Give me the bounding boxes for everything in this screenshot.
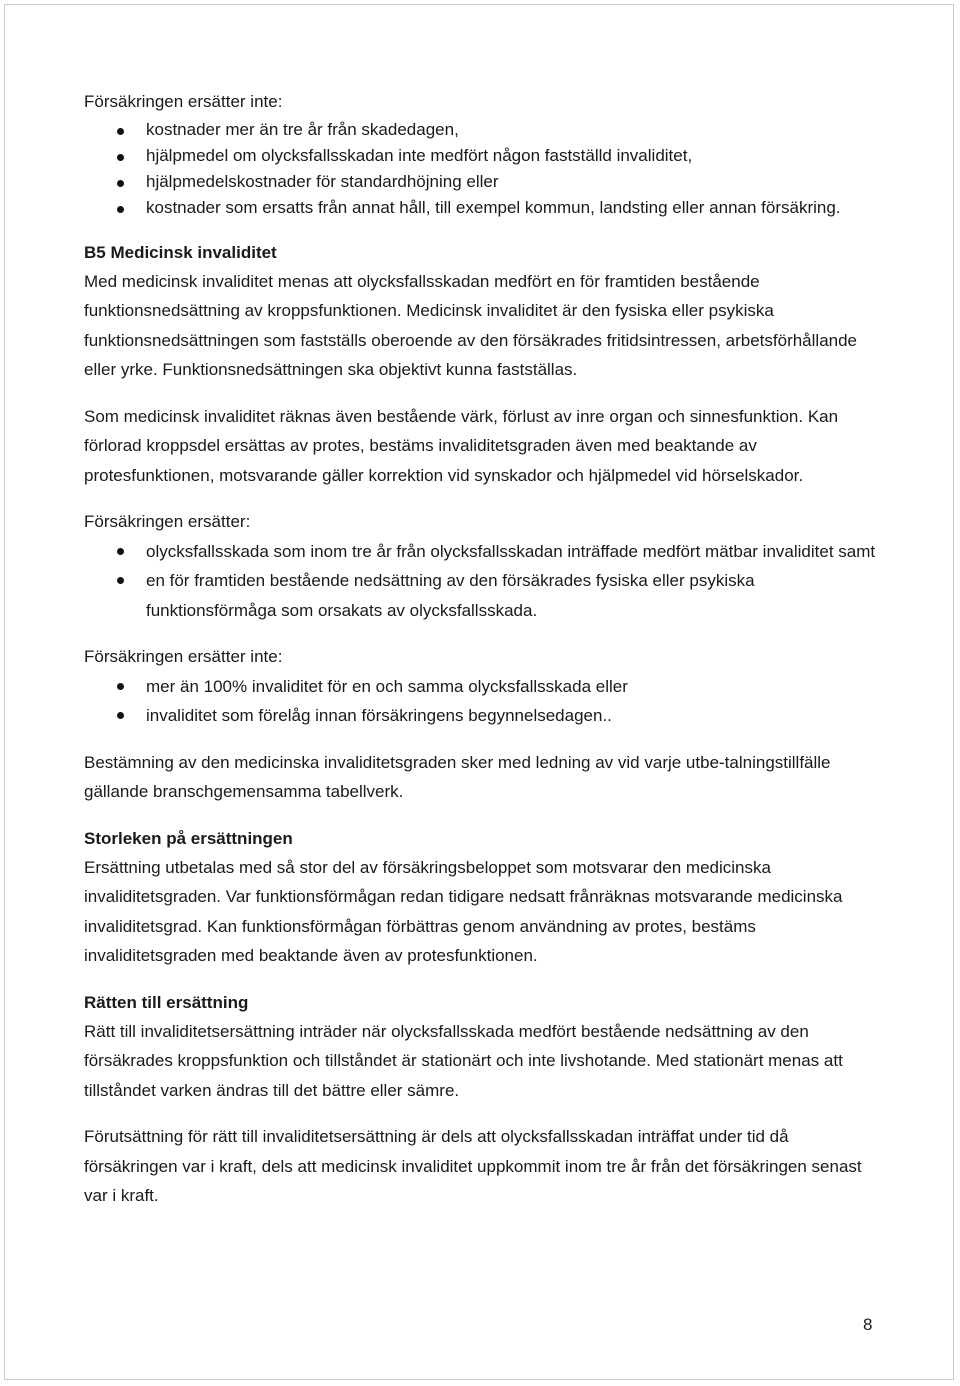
excluded-list bbox=[84, 672, 884, 731]
determination-paragraph: Bestämning av den medicinska invaliditetsgraden sker med ledning av vid varje utbe-talningstillfälle gällande branschgemensamma tabellverk. bbox=[84, 752, 831, 801]
page-content bbox=[84, 87, 884, 1211]
list-item: en för framtiden bestående nedsättning av den försäkrades fysiska eller psykiska funktionsförmåga som orsakats av olycksfallsskada. bbox=[84, 566, 884, 625]
b5-paragraph-2: Som medicinsk invaliditet räknas även bestående värk, förlust av inre organ och sinnesfunktion. Kan förlorad kroppsdel ersättas av protes, bestäms invaliditetsgraden även med beaktande av protesfunktionen, motsvarande gäller korrektion vid synskador och hjälpmedel vid hörselskador. bbox=[84, 406, 839, 485]
not-covered-list bbox=[84, 117, 884, 221]
size-paragraph: Ersättning utbetalas med så stor del av försäkringsbeloppet som motsvarar den medicinska invaliditetsgraden. Var funktionsförmågan redan tidigare nedsatt frånräknas motsvarande medicinska invaliditetsgrad. Kan funktionsförmågan förbättras genom användning av protes, bestäms invaliditetsgraden med beaktande även av protesfunktionen. bbox=[84, 857, 843, 965]
prerequisite-paragraph: Förutsättning för rätt till invaliditetsersättning är dels att olycksfallsskadan inträffat under tid då försäkringen var i kraft, dels att medicinsk invaliditet uppkommit inom tre år från det försäkringen senast var i kraft. bbox=[84, 1127, 862, 1205]
list-item: kostnader som ersatts från annat håll, till exempel kommun, landsting eller annan försäkring. bbox=[84, 195, 884, 221]
list-item: hjälpmedel om olycksfallsskadan inte medfört någon fastställd invaliditet, bbox=[84, 143, 884, 169]
list-item: invaliditet som förelåg innan försäkringens begynnelsedagen.. bbox=[84, 701, 884, 731]
covered-list bbox=[84, 537, 884, 626]
list-item: hjälpmedelskostnader för standardhöjning eller bbox=[84, 169, 884, 195]
covered-heading: Försäkringen ersätter: bbox=[84, 512, 251, 531]
list-item: mer än 100% invaliditet för en och samma olycksfallsskada eller bbox=[84, 672, 884, 702]
list-item: kostnader mer än tre år från skadedagen, bbox=[84, 117, 884, 143]
section-title-b5: B5 Medicinsk invaliditet bbox=[84, 242, 277, 262]
not-covered-heading: Försäkringen ersätter inte: bbox=[84, 92, 283, 111]
section-title-right: Rätten till ersättning bbox=[84, 992, 249, 1012]
section-title-size: Storleken på ersättningen bbox=[84, 828, 293, 848]
document-page bbox=[4, 4, 954, 1380]
page-number: 8 bbox=[863, 1315, 873, 1334]
right-paragraph: Rätt till invaliditetsersättning inträder när olycksfallsskada medfört bestående nedsättning av den försäkrades kroppsfunktion och tillståndet är stationärt och inte livshotande. Med stationärt menas att tillståndet varken ändras till det bättre eller sämre. bbox=[84, 1021, 843, 1100]
excluded-heading: Försäkringen ersätter inte: bbox=[84, 647, 283, 666]
list-item: olycksfallsskada som inom tre år från olycksfallsskadan inträffade medfört mätbar invaliditet samt bbox=[84, 537, 884, 567]
b5-paragraph-1: Med medicinsk invaliditet menas att olycksfallsskadan medfört en för framtiden bestående funktionsnedsättning av kroppsfunktionen. Medicinsk invaliditet är den fysiska eller psykiska funktionsnedsättningen som fastställs oberoende av den försäkrades fritidsintressen, arbetsförhållande eller yrke. Funktionsnedsättningen ska objektivt kunna fastställas. bbox=[84, 271, 858, 379]
